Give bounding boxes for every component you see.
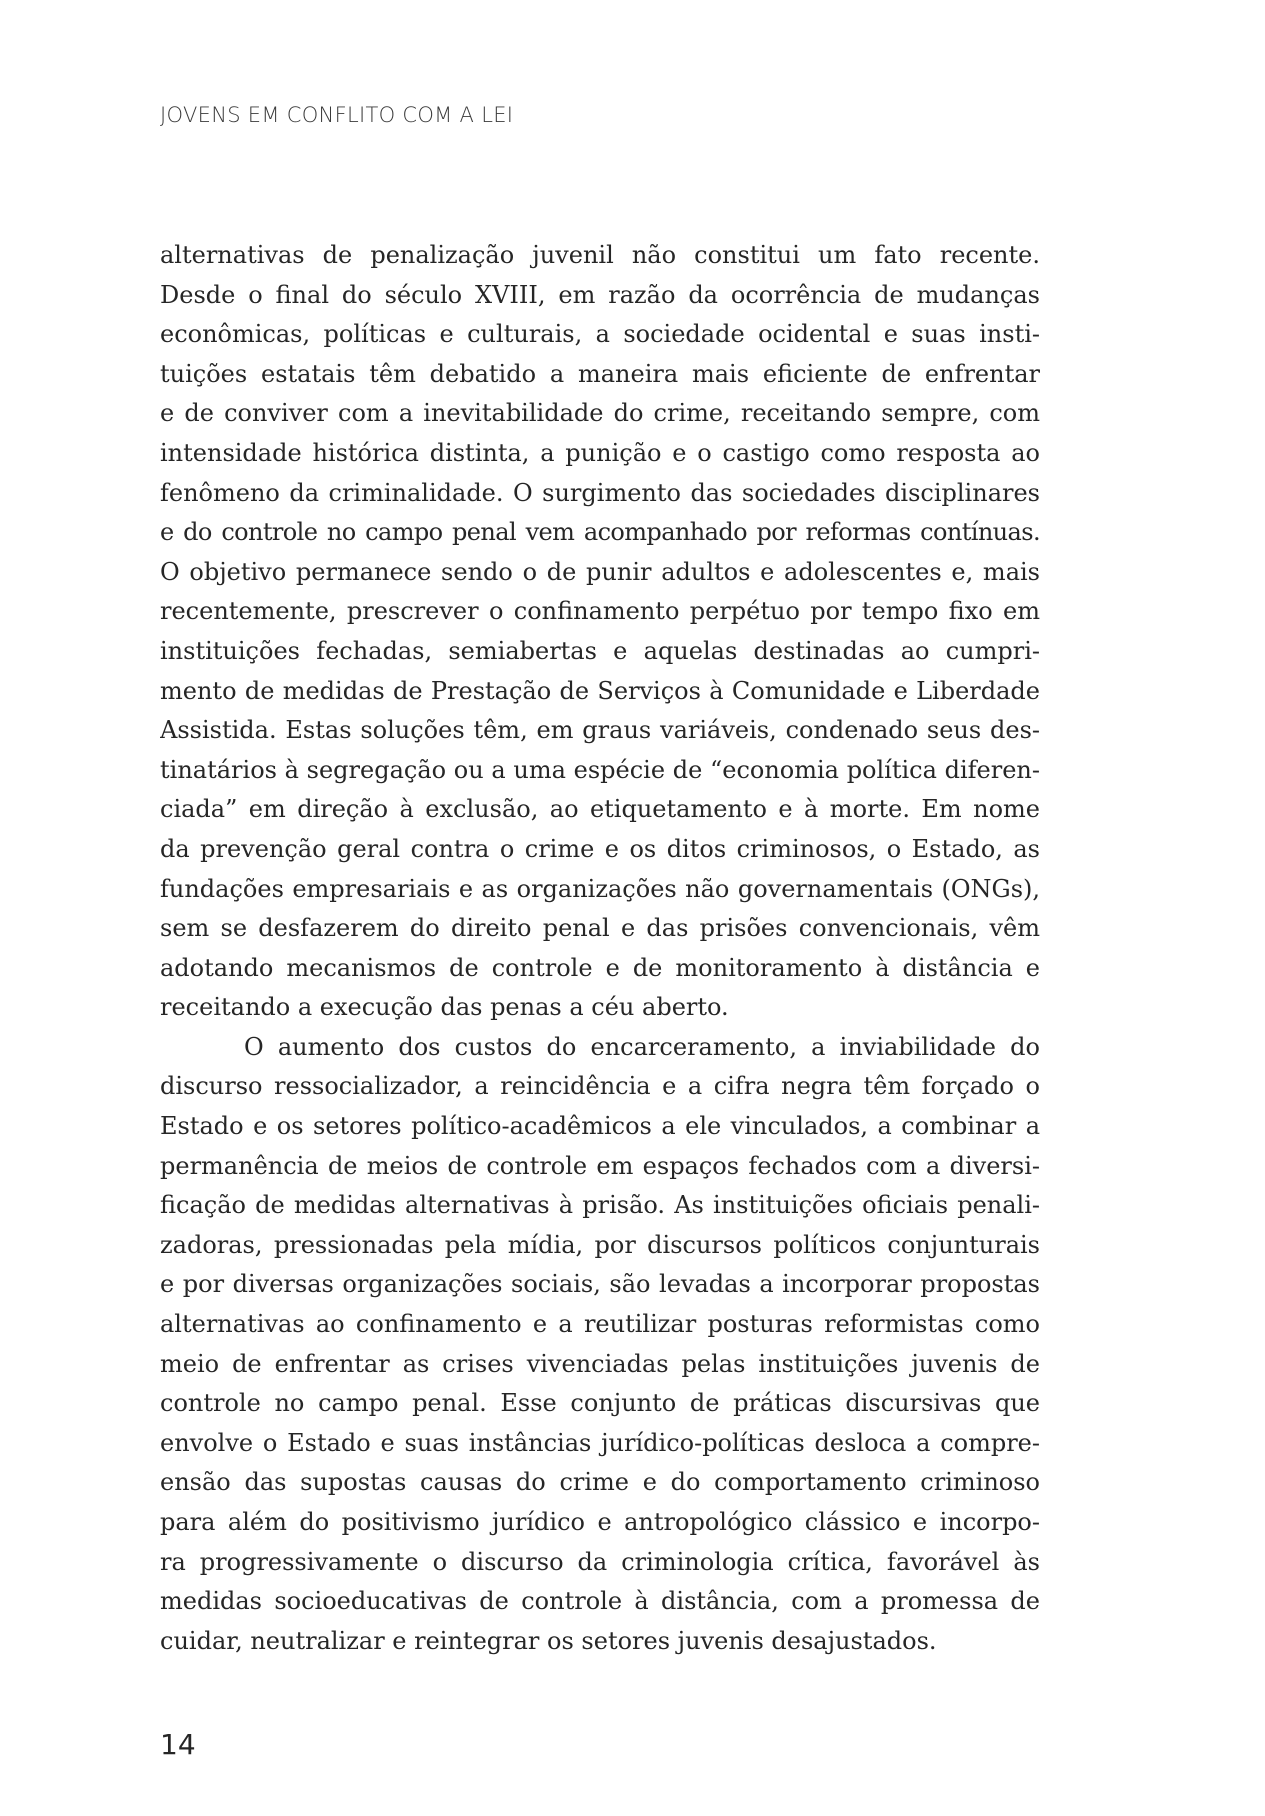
text-line: e por diversas organizações sociais, são levadas a incorporar propostas — [160, 1270, 1040, 1299]
text-line: ficação de medidas alternativas à prisão. As instituições oficiais penali- — [160, 1191, 1040, 1220]
running-header: JOVENS EM CONFLITO COM A LEI — [160, 103, 514, 127]
text-line: Desde o final do século XVIII, em razão da ocorrência de mudanças — [160, 280, 1040, 309]
text-line: alternativas de penalização juvenil não constitui um fato recente. — [160, 241, 1040, 269]
text-line: alternativas ao confinamento e a reutilizar posturas reformistas como — [160, 1310, 1040, 1339]
text-line: ra progressivamente o discurso da criminologia crítica, favorável às — [160, 1547, 1040, 1576]
text-line: ensão das supostas causas do crime e do comportamento criminoso — [160, 1468, 1040, 1497]
text-line: recentemente, prescrever o confinamento perpétuo por tempo fixo em — [160, 597, 1040, 626]
text-line: cuidar, neutralizar e reintegrar os setores juvenis desajustados. — [160, 1626, 937, 1655]
text-line: sem se desfazerem do direito penal e das prisões convencionais, vêm — [160, 914, 1040, 943]
text-line: receitando a execução das penas a céu aberto. — [160, 993, 729, 1022]
text-line: fundações empresariais e as organizações não governamentais (ONGs), — [160, 874, 1040, 903]
text-line: envolve o Estado e suas instâncias jurídico-políticas desloca a compre- — [160, 1428, 1040, 1457]
paragraph-2 — [160, 1028, 1040, 1662]
body-text — [160, 236, 1040, 1661]
text-line: zadoras, pressionadas pela mídia, por discursos políticos conjunturais — [160, 1230, 1040, 1259]
text-line: Estado e os setores político-acadêmicos a ele vinculados, a combinar a — [160, 1112, 1040, 1141]
text-line: adotando mecanismos de controle e de monitoramento à distância e — [160, 953, 1040, 982]
text-line: e do controle no campo penal vem acompanhado por reformas contínuas. — [160, 518, 1040, 547]
text-line: da prevenção geral contra o crime e os ditos criminosos, o Estado, as — [160, 834, 1040, 863]
text-line: fenômeno da criminalidade. O surgimento das sociedades disciplinares — [160, 478, 1040, 507]
text-line: O aumento dos custos do encarceramento, a inviabilidade do — [244, 1032, 1040, 1061]
text-line: mento de medidas de Prestação de Serviços à Comunidade e Liberdade — [160, 676, 1040, 705]
text-line: Assistida. Estas soluções têm, em graus variáveis, condenado seus des- — [160, 716, 1040, 745]
text-line: intensidade histórica distinta, a punição e o castigo como resposta ao — [160, 438, 1040, 467]
text-line: permanência de meios de controle em espaços fechados com a diversi- — [160, 1151, 1040, 1180]
text-line: tinatários à segregação ou a uma espécie de “economia política diferen- — [160, 755, 1040, 784]
text-line: ciada” em direção à exclusão, ao etiquetamento e à morte. Em nome — [160, 795, 1040, 824]
page-number: 14 — [160, 1728, 196, 1761]
text-line: controle no campo penal. Esse conjunto de práticas discursivas que — [160, 1389, 1040, 1418]
text-line: para além do positivismo jurídico e antropológico clássico e incorpo- — [160, 1508, 1040, 1536]
text-line: medidas socioeducativas de controle à distância, com a promessa de — [160, 1587, 1040, 1616]
paragraph-1 — [160, 236, 1040, 1028]
text-line: tuições estatais têm debatido a maneira mais eficiente de enfrentar — [160, 359, 1040, 388]
text-line: instituições fechadas, semiabertas e aquelas destinadas ao cumpri- — [160, 636, 1040, 665]
text-line: e de conviver com a inevitabilidade do crime, receitando sempre, com — [160, 399, 1040, 428]
text-line: discurso ressocializador, a reincidência e a cifra negra têm forçado o — [160, 1072, 1040, 1101]
text-line: meio de enfrentar as crises vivenciadas pelas instituições juvenis de — [160, 1349, 1040, 1378]
text-line: econômicas, políticas e culturais, a sociedade ocidental e suas insti- — [160, 320, 1040, 349]
text-line: O objetivo permanece sendo o de punir adultos e adolescentes e, mais — [160, 557, 1040, 586]
